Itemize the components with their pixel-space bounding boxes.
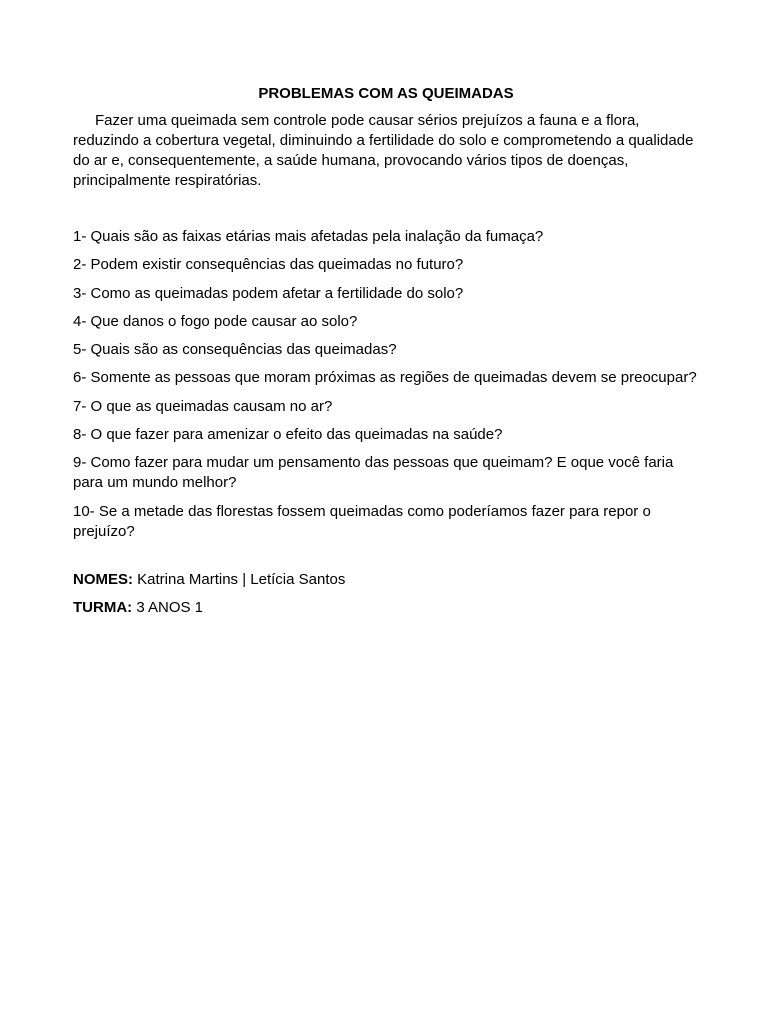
student-info (73, 570, 699, 618)
question-item: 7- O que as queimadas causam no ar? (73, 397, 333, 415)
question-list (73, 227, 699, 542)
question-item: 2- Podem existir consequências das queimadas no futuro? (73, 256, 464, 274)
question-item: 6- Somente as pessoas que moram próximas as regiões de queimadas devem se preocupar? (73, 369, 697, 387)
class-label: TURMA: (73, 598, 133, 616)
names-line (73, 570, 699, 590)
names-value: Katrina Martins | Letícia Santos (133, 570, 346, 588)
question-item: 8- O que fazer para amenizar o efeito das queimadas na saúde? (73, 426, 503, 444)
class-value: 3 ANOS 1 (132, 598, 204, 616)
names-label: NOMES: (73, 570, 133, 588)
document-body (73, 84, 699, 626)
question-item: 1- Quais são as faixas etárias mais afetadas pela inalação da fumaça? (73, 228, 544, 245)
document-title: PROBLEMAS COM AS QUEIMADAS (258, 85, 514, 102)
question-item: 4- Que danos o fogo pode causar ao solo? (73, 312, 358, 330)
question-item: 5- Quais são as consequências das queimadas? (73, 341, 397, 359)
question-item: 9- Como fazer para mudar um pensamento das pessoas que queimam? E oque você faria para um mundo melhor? (73, 454, 674, 492)
question-item: 10- Se a metade das florestas fossem queimadas como poderíamos fazer para repor o prejuízo? (73, 502, 651, 540)
question-item: 3- Como as queimadas podem afetar a fertilidade do solo? (73, 284, 464, 302)
intro-paragraph: Fazer uma queimada sem controle pode causar sérios prejuízos a fauna e a flora, reduzindo a cobertura vegetal, diminuindo a fertilidade do solo e comprometendo a qualidade do ar e, consequentemente, a saúde humana, provocando vários tipos de doenças, principalmente respiratórias. (73, 112, 694, 189)
class-line (73, 598, 699, 618)
